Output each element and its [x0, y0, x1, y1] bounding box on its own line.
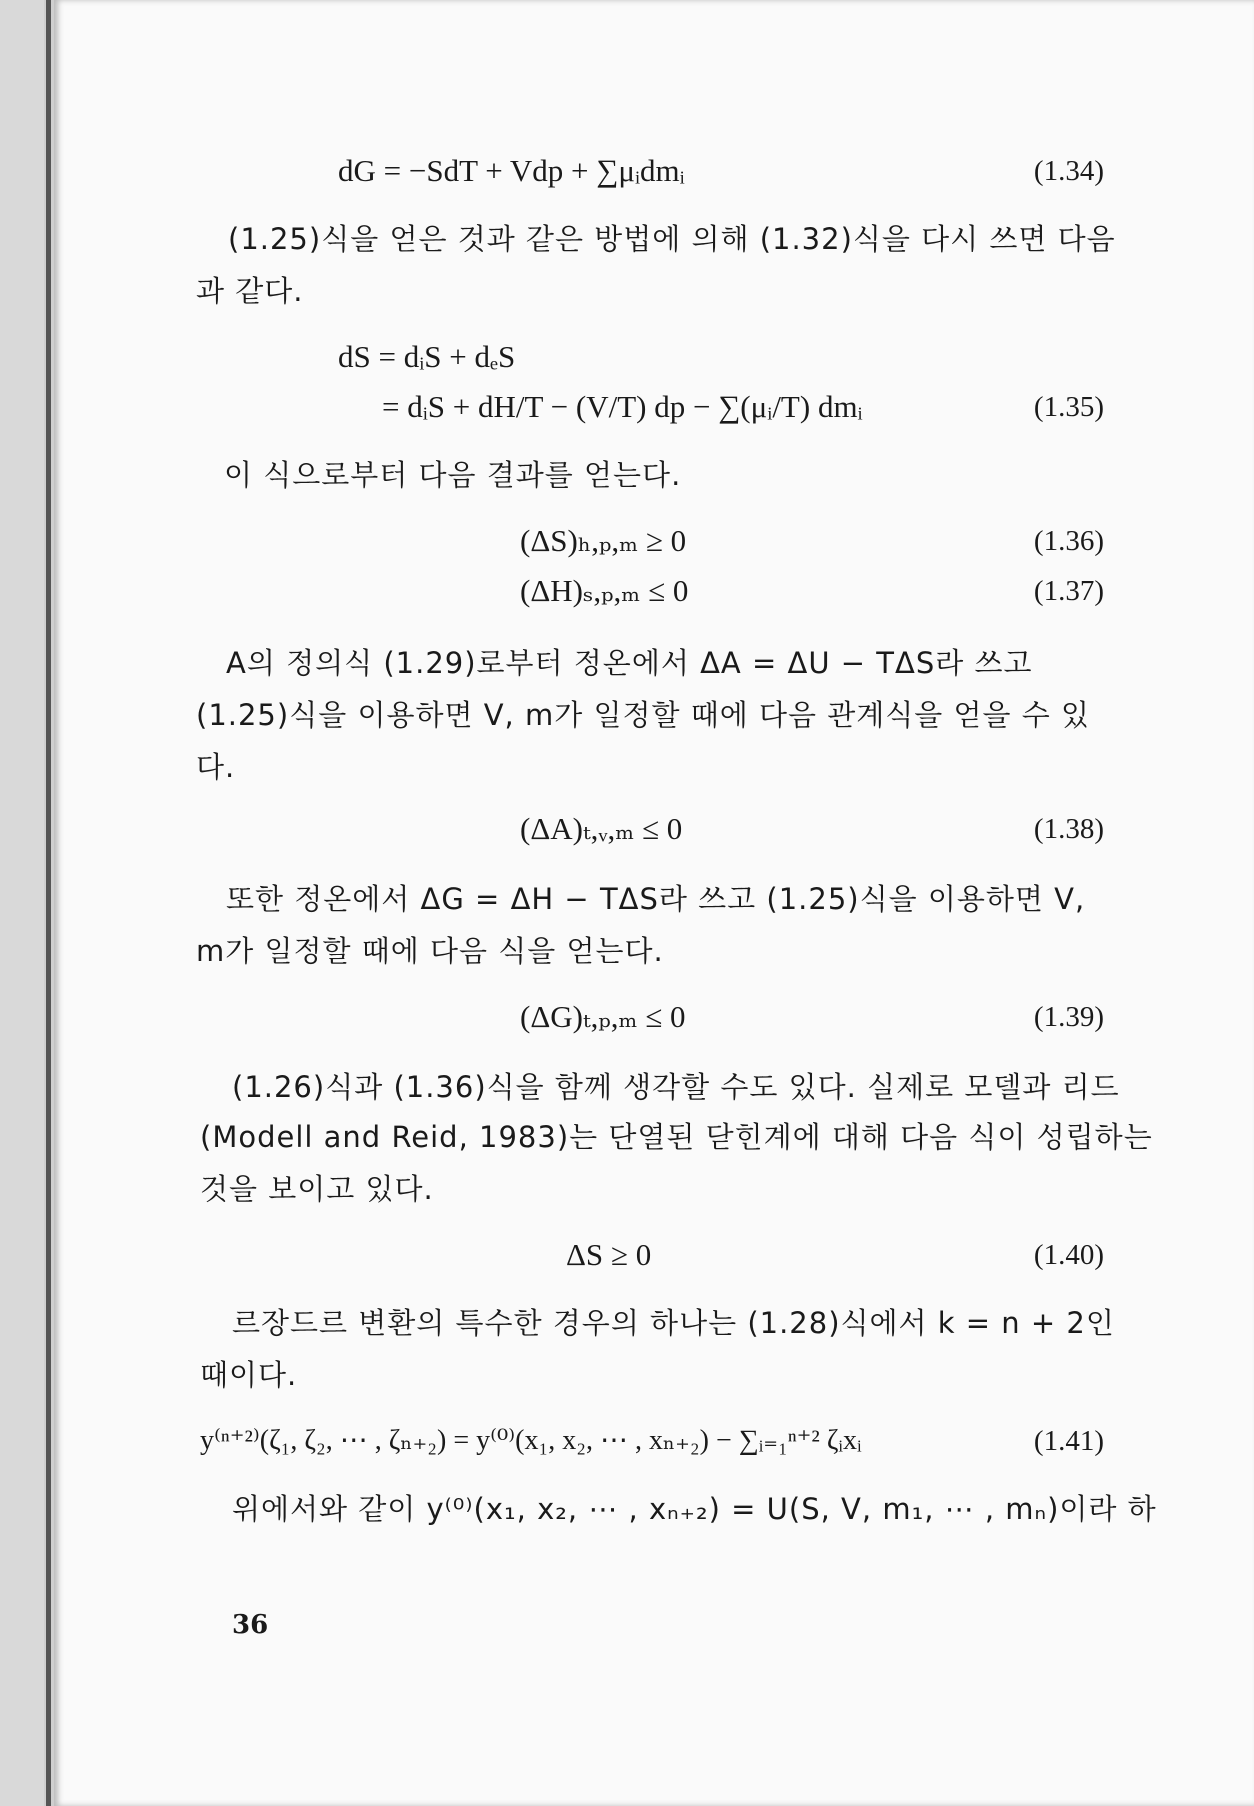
paragraph-line: 것을 보이고 있다.	[200, 1172, 434, 1206]
equation-1-35-line-2: = dᵢS + dH/T − (V/T) dp − ∑(μᵢ/T) dmᵢ	[382, 389, 863, 424]
equation-number-1-35: (1.35)	[1033, 391, 1104, 423]
paragraph-line: (Modell and Reid, 1983)는 단열된 닫힌계에 대해 다음 식이 성립하는	[200, 1120, 1153, 1154]
equation-number-1-40: (1.40)	[1033, 1239, 1104, 1271]
paragraph-line: 이 식으로부터 다음 결과를 얻는다.	[224, 458, 682, 492]
equation-number-1-36: (1.36)	[1033, 525, 1104, 557]
equation-1-34: dG = −SdT + Vdp + ∑μᵢdmᵢ	[338, 153, 685, 188]
equation-number-1-38: (1.38)	[1033, 813, 1104, 845]
equation-number-1-34: (1.34)	[1033, 155, 1104, 187]
paragraph-line: (1.26)식과 (1.36)식을 함께 생각할 수도 있다. 실제로 모델과 리드	[232, 1070, 1120, 1104]
paragraph-line: (1.25)식을 이용하면 V, m가 일정할 때에 다음 관계식을 얻을 수 있	[196, 698, 1090, 732]
paragraph-line: A의 정의식 (1.29)로부터 정온에서 ΔA = ΔU − TΔS라 쓰고	[226, 646, 1033, 680]
paragraph-line: 르장드르 변환의 특수한 경우의 하나는 (1.28)식에서 k = n + 2인	[232, 1306, 1115, 1340]
equation-1-37: (ΔH)ₛ,ₚ,ₘ ≤ 0	[520, 573, 689, 608]
equation-number-1-39: (1.39)	[1033, 1001, 1104, 1033]
equation-number-1-41: (1.41)	[1033, 1425, 1104, 1457]
paragraph-line: m가 일정할 때에 다음 식을 얻는다.	[196, 934, 664, 968]
paragraph-line: 과 같다.	[196, 274, 304, 308]
paragraph-line: 위에서와 같이 y⁽⁰⁾(x₁, x₂, ⋯ , xₙ₊₂) = U(S, V, m₁, ⋯ , mₙ)이라 하	[232, 1492, 1157, 1526]
equation-number-1-37: (1.37)	[1033, 575, 1104, 607]
paragraph-line: 다.	[196, 750, 236, 784]
equation-1-41: y⁽ⁿ⁺²⁾(ζ₁, ζ₂, ⋯ , ζₙ₊₂) = y⁽⁰⁾(x₁, x₂, ⋯ , xₙ₊₂) − ∑ᵢ₌₁ⁿ⁺² ζᵢxᵢ	[200, 1425, 862, 1456]
paragraph-line: 또한 정온에서 ΔG = ΔH − TΔS라 쓰고 (1.25)식을 이용하면 V,	[226, 882, 1086, 916]
equation-1-36: (ΔS)ₕ,ₚ,ₘ ≥ 0	[520, 523, 687, 558]
equation-1-40: ΔS ≥ 0	[566, 1237, 652, 1272]
page-binding-edge	[46, 0, 51, 1806]
equation-1-38: (ΔA)ₜ,ᵥ,ₘ ≤ 0	[520, 811, 683, 846]
equation-1-39: (ΔG)ₜ,ₚ,ₘ ≤ 0	[520, 999, 686, 1034]
equation-1-35-line-1: dS = dᵢS + dₑS	[338, 339, 516, 374]
page-number: 36	[232, 1610, 269, 1640]
paragraph-line: 때이다.	[200, 1358, 298, 1392]
paragraph-line: (1.25)식을 얻은 것과 같은 방법에 의해 (1.32)식을 다시 쓰면 다음	[228, 222, 1116, 256]
